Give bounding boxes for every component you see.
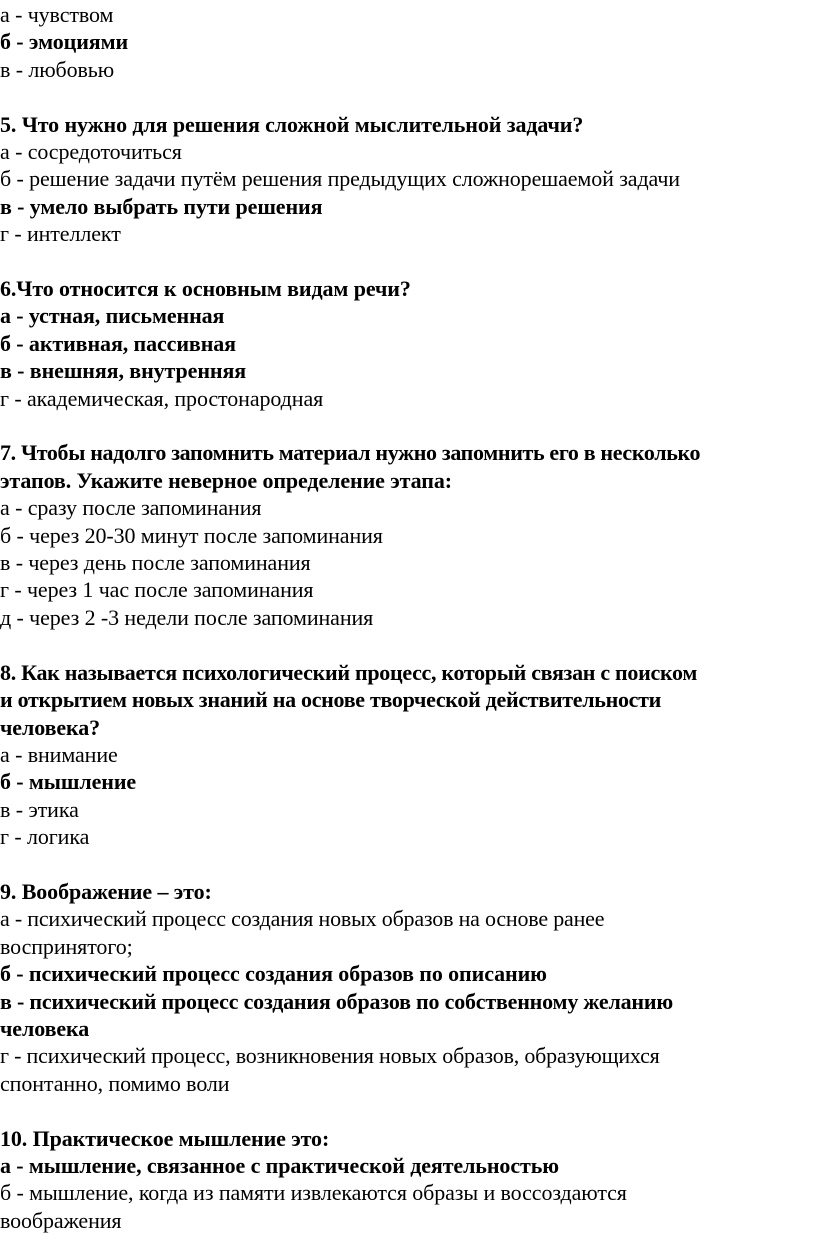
question-10: 10. Практическое мышление это:	[0, 1125, 330, 1151]
q5-option-a: а - сосредоточиться	[0, 139, 182, 165]
q10-option-b-line-1: б - мышление, когда из памяти извлекаются образы и воссоздаются	[0, 1180, 627, 1206]
q10-option-a: а - мышление, связанное с практической деятельностью	[0, 1152, 559, 1178]
q9-option-c-line-2: человека	[0, 1015, 90, 1041]
q9-option-d-line-1: г - психический процесс, возникновения новых образов, образующихся	[0, 1043, 660, 1069]
option-a-feeling: а - чувством	[0, 2, 114, 27]
option-b-emotions: б - эмоциями	[0, 29, 129, 55]
q9-option-b: б - психический процесс создания образов по описанию	[0, 961, 547, 987]
q9-option-d-line-2: спонтанно, помимо воли	[0, 1070, 230, 1096]
q9-option-a-line-1: а - психический процесс создания новых образов на основе ранее	[0, 906, 605, 932]
spacer	[0, 851, 816, 878]
option-c-love: в - любовью	[0, 56, 115, 82]
q6-option-c: в - внешняя, внутренняя	[0, 358, 247, 384]
q5-option-b: б - решение задачи путём решения предыдущих сложнорешаемой задачи	[0, 166, 680, 192]
q8-option-c: в - этика	[0, 796, 79, 822]
spacer	[0, 631, 816, 658]
spacer	[0, 412, 816, 439]
q6-option-a: а - устная, письменная	[0, 303, 225, 329]
question-6: 6.Что относится к основным видам речи?	[0, 276, 411, 302]
question-8-line-3: человека?	[0, 714, 101, 740]
q9-option-c-line-1: в - психический процесс создания образов по собственному желанию	[0, 988, 673, 1014]
spacer	[0, 1097, 816, 1124]
question-9: 9. Воображение – это:	[0, 878, 212, 904]
spacer	[0, 248, 816, 275]
q5-option-c: в - умело выбрать пути решения	[0, 193, 323, 219]
q6-option-d: г - академическая, простонародная	[0, 385, 324, 411]
question-5: 5. Что нужно для решения сложной мыслительной задачи?	[0, 111, 584, 137]
q8-option-b: б - мышление	[0, 769, 137, 795]
q9-option-a-line-2: воспринятого;	[0, 933, 133, 959]
q5-option-d: г - интеллект	[0, 221, 121, 247]
q8-option-d: г - логика	[0, 824, 90, 850]
question-8-line-2: и открытием новых знаний на основе творческой действительности	[0, 687, 662, 713]
q7-option-b: б - через 20-30 минут после запоминания	[0, 522, 383, 548]
q7-option-e: д - через 2 -3 недели после запоминания	[0, 604, 374, 630]
question-7-line-2: этапов. Укажите неверное определение этапа:	[0, 467, 452, 493]
q8-option-a: а - внимание	[0, 741, 118, 767]
q6-option-b: б - активная, пассивная	[0, 330, 236, 356]
q10-option-b-line-2: воображения	[0, 1207, 122, 1233]
spacer	[0, 83, 816, 110]
q7-option-a: а - сразу после запоминания	[0, 495, 262, 521]
question-7-line-1: 7. Чтобы надолго запомнить материал нужно запомнить его в несколько	[0, 440, 701, 466]
q7-option-d: г - через 1 час после запоминания	[0, 577, 314, 603]
question-8-line-1: 8. Как называется психологический процесс, который связан с поиском	[0, 659, 698, 685]
q7-option-c: в - через день после запоминания	[0, 550, 311, 576]
